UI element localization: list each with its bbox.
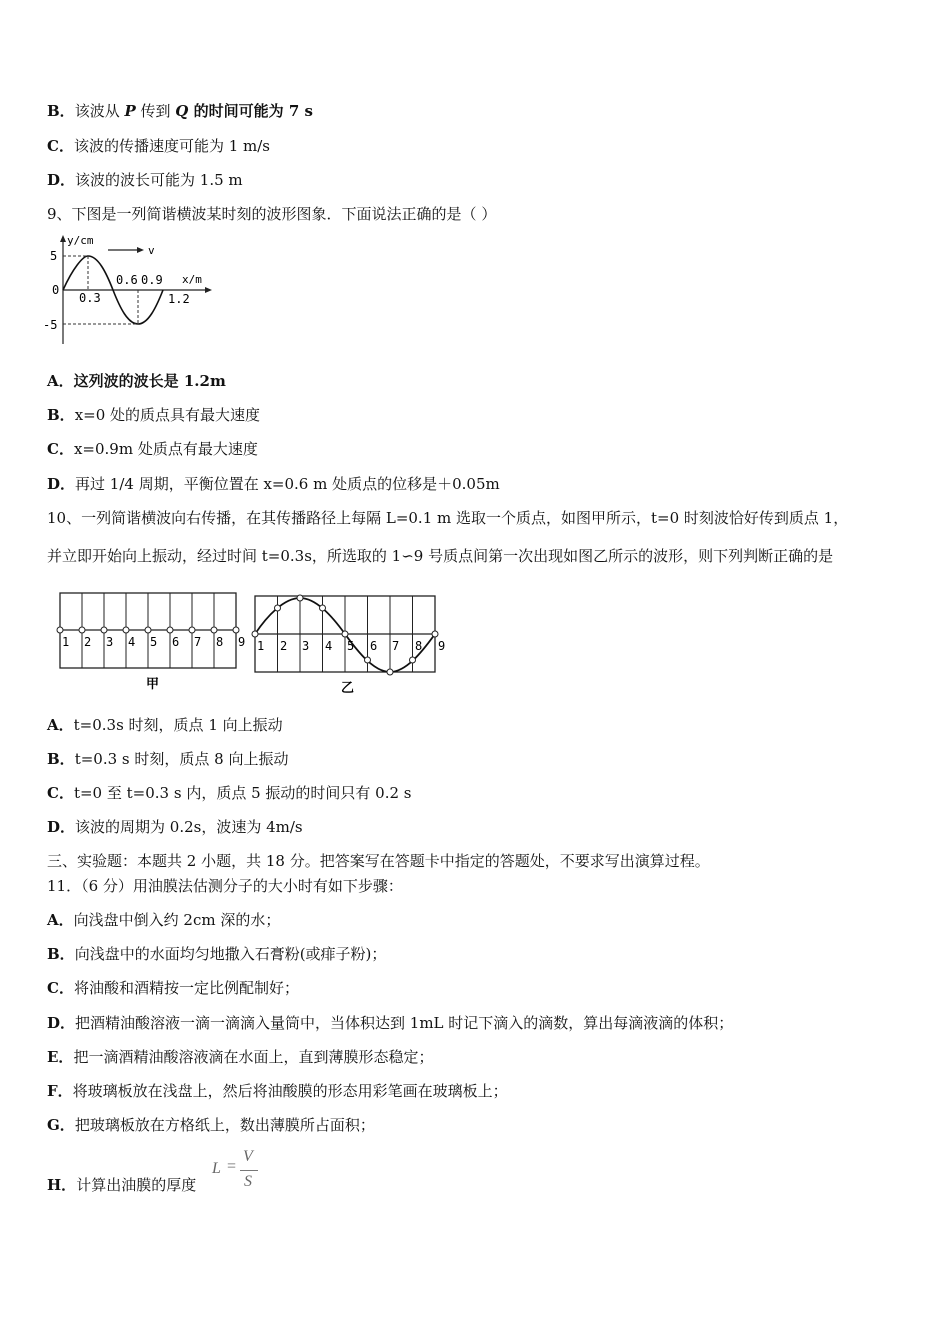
option-text: t=0.3 s 时刻，质点 8 向上振动: [74, 750, 289, 768]
caption-jia: 甲: [146, 677, 160, 692]
point-label: 2: [280, 639, 288, 653]
x-tick-label: 1.2: [168, 292, 190, 306]
option-text: t=0 至 t=0.3 s 内，质点 5 振动的时间只有 0.2 s: [73, 784, 412, 802]
option-label: B．: [47, 406, 75, 424]
point-label: 8: [415, 639, 423, 653]
x-axis-label: x/m: [182, 273, 202, 286]
point-label: 7: [194, 635, 202, 649]
option-text: x=0 处的质点具有最大速度: [74, 406, 261, 424]
step-text: 向浅盘中倒入约 2cm 深的水；: [73, 911, 281, 929]
step-label: H．: [47, 1176, 77, 1194]
point-label: 1: [62, 635, 70, 649]
caption-yi: 乙: [341, 681, 355, 696]
q11-step-b: [47, 944, 386, 964]
option-text-mid: 传到: [135, 102, 176, 120]
x-tick-label: 0.3: [79, 291, 101, 305]
q10-option-c: [47, 783, 411, 803]
point-label: 4: [325, 639, 333, 653]
point-label: 3: [302, 639, 310, 653]
q8-option-d: [47, 170, 243, 190]
option-text-pre: 该波从: [74, 102, 125, 120]
option-label: C．: [47, 137, 74, 155]
formula-lhs: L: [212, 1160, 221, 1177]
grid-yi: [252, 595, 438, 675]
step-label: E．: [47, 1048, 74, 1066]
q10-figure: [52, 588, 452, 698]
step-label: C．: [47, 979, 74, 997]
point-label: 1: [257, 639, 265, 653]
option-text: x=0.9m 处质点有最大速度: [73, 440, 258, 458]
q10-option-b: [47, 749, 288, 769]
step-label: D．: [47, 1014, 76, 1032]
x-axis-arrow: [205, 287, 212, 293]
step-text: 把酒精油酸溶液一滴一滴滴入量筒中，当体积达到 1mL 时记下滴入的滴数，算出每滴液滴的体积；: [75, 1014, 734, 1032]
point-label: 5: [150, 635, 158, 649]
point-label: 3: [106, 635, 114, 649]
y-tick-label: 5: [50, 249, 58, 263]
step-text: 将玻璃板放在浅盘上，然后将油酸膜的形态用彩笔画在玻璃板上；: [72, 1082, 508, 1100]
q11-step-g: [47, 1115, 375, 1135]
step-text: 计算出油膜的厚度: [76, 1176, 197, 1194]
y-tick-label: 0: [52, 283, 60, 297]
step-label: A．: [47, 911, 74, 929]
option-label: D．: [47, 818, 76, 836]
point-label: 7: [392, 639, 400, 653]
option-text: 再过 1/4 周期，平衡位置在 x=0.6 m 处质点的位移是＋0.05m: [75, 475, 500, 493]
option-text: 该波的传播速度可能为 1 m/s: [73, 137, 271, 155]
step-label: B．: [47, 945, 75, 963]
q11-step-a: [47, 910, 280, 930]
step-text: 把玻璃板放在方格纸上，数出薄膜所占面积；: [74, 1116, 375, 1134]
q9-option-a: [47, 371, 226, 391]
point-label: 6: [172, 635, 180, 649]
point-label: 9: [238, 635, 246, 649]
fraction-bar: [240, 1170, 258, 1171]
formula-equals: =: [227, 1158, 237, 1175]
step-text: 把一滴酒精油酸溶液滴在水面上，直到薄膜形态稳定；: [73, 1048, 434, 1066]
step-text: 向浅盘中的水面均匀地撒入石膏粉(或痱子粉)；: [74, 945, 387, 963]
q9-wave-graph: [40, 232, 220, 350]
option-label: C．: [47, 440, 74, 458]
y-axis-arrow: [60, 235, 66, 242]
option-text: 该波的波长可能为 1.5 m: [75, 171, 243, 189]
q9-stem: 9、下图是一列简谐横波某时刻的波形图象．下面说法正确的是（ ）: [47, 205, 497, 223]
point-p: P: [124, 102, 136, 120]
step-text: 将油酸和酒精按一定比例配制好；: [73, 979, 299, 997]
option-label: C．: [47, 784, 74, 802]
option-label: B．: [47, 102, 75, 120]
x-tick-label: 0.9: [141, 273, 163, 287]
q10-option-a: [47, 715, 283, 735]
point-label: 9: [438, 639, 446, 653]
point-label: 4: [128, 635, 136, 649]
q9-option-d: [47, 474, 500, 494]
option-label: D．: [47, 475, 76, 493]
option-text: t=0.3s 时刻，质点 1 向上振动: [73, 716, 283, 734]
q9-option-c: [47, 439, 258, 459]
velocity-label: v: [148, 244, 155, 257]
q8-option-c: [47, 136, 270, 156]
q11-step-c: [47, 978, 299, 998]
option-text-post: 的时间可能为 7 s: [188, 102, 313, 120]
option-text: 这列波的波长是 1.2m: [73, 372, 226, 390]
q11-step-h: [47, 1175, 196, 1195]
q11-step-d: [47, 1013, 733, 1033]
q11-stem: 11．（6 分）用油膜法估测分子的大小时有如下步骤：: [47, 877, 403, 895]
y-tick-label: -5: [43, 318, 58, 332]
q11-step-e: [47, 1047, 433, 1067]
q10-stem-line1: 10、一列简谐横波向右传播，在其传播路径上每隔 L=0.1 m 选取一个质点，如图甲所示，t=0 时刻波恰好传到质点 1，: [47, 509, 849, 527]
formula-denominator: S: [244, 1173, 252, 1190]
y-axis-label: y/cm: [67, 234, 94, 247]
section-title: 三、实验题：本题共 2 小题，共 18 分。把答案写在答题卡中指定的答题处，不要求写出演算过程。: [47, 852, 710, 870]
x-tick-label: 0.6: [116, 273, 138, 287]
option-label: A．: [47, 716, 74, 734]
q9-option-b: [47, 405, 260, 425]
step-label: G．: [47, 1116, 75, 1134]
point-label: 2: [84, 635, 92, 649]
point-q: Q: [175, 102, 189, 120]
option-label: B．: [47, 750, 75, 768]
option-text: 该波的周期为 0.2s，波速为 4m/s: [75, 818, 303, 836]
point-label: 6: [370, 639, 378, 653]
step-label: F．: [47, 1082, 73, 1100]
q10-stem-line2: 并立即开始向上振动，经过时间 t=0.3s，所选取的 1∽9 号质点间第一次出现如图乙所示的波形，则下列判断正确的是: [47, 547, 834, 565]
formula-numerator: V: [243, 1148, 253, 1165]
grid-jia: [57, 593, 239, 668]
q10-option-d: [47, 817, 303, 837]
point-label: 5: [347, 639, 355, 653]
option-label: D．: [47, 171, 76, 189]
point-label: 8: [216, 635, 224, 649]
q11-step-f: [47, 1081, 508, 1101]
option-label: A．: [47, 372, 74, 390]
q8-option-b: [47, 101, 313, 121]
velocity-arrowhead: [137, 247, 144, 253]
